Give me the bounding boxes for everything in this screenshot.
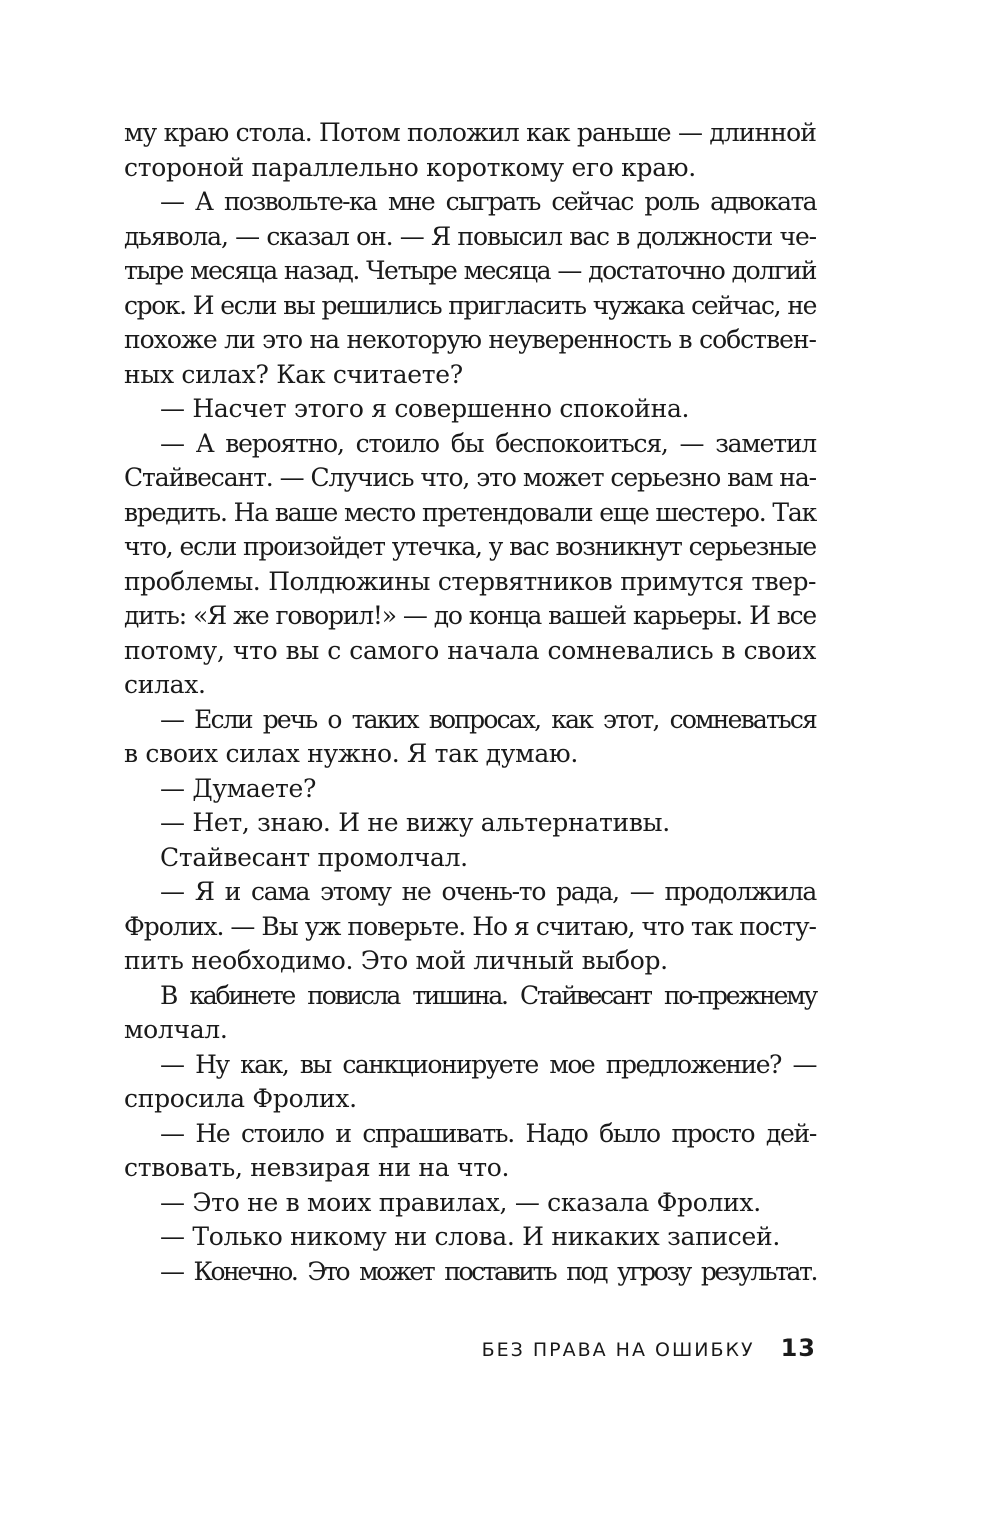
- running-title: БЕЗ ПРАВА НА ОШИБКУ: [481, 1339, 755, 1361]
- text-line: пить необходимо. Это мой личный выбор.: [124, 946, 668, 975]
- text-line: ствовать, невзирая ни на что.: [124, 1153, 510, 1182]
- text-line: что, если произойдет утечка, у вас возникнут серьезные: [124, 532, 816, 561]
- page-footer: [482, 1334, 816, 1364]
- text-line: — Нет, знаю. И не вижу альтернативы.: [160, 808, 670, 837]
- text-line: — Думаете?: [160, 773, 317, 803]
- text-line: — А вероятно, стоило бы беспокоиться, — заметил: [160, 428, 816, 458]
- text-line: проблемы. Полдюжины стервятников примутся твер-: [124, 566, 816, 596]
- text-line: — Ну как, вы санкционируете мое предложение? —: [160, 1049, 816, 1079]
- text-line: срок. И если вы решились пригласить чужака сейчас, не: [124, 290, 816, 320]
- text-line: — Я и сама этому не очень-то рада, — продолжила: [160, 877, 816, 906]
- text-line: спросила Фролих.: [124, 1084, 357, 1113]
- text-line: — Не стоило и спрашивать. Надо было просто дей-: [160, 1118, 816, 1148]
- text-line: — Это не в моих правилах, — сказала Фролих.: [160, 1187, 761, 1217]
- text-line: Стайвесант промолчал.: [160, 842, 468, 872]
- text-line: тыре месяца назад. Четыре месяца — достаточно долгий: [124, 256, 816, 285]
- body-text: [124, 116, 816, 1289]
- text-line: похоже ли это на некоторую неуверенность в собствен-: [124, 325, 816, 354]
- text-line: ных силах? Как считаете?: [124, 359, 463, 389]
- text-line: в своих силах нужно. Я так думаю.: [124, 739, 579, 768]
- text-line: му краю стола. Потом положил как раньше — длинной: [124, 118, 816, 147]
- text-line: — Только никому ни слова. И никаких записей.: [160, 1222, 780, 1251]
- text-line: Фролих. — Вы уж поверьте. Но я считаю, что так посту-: [124, 911, 816, 941]
- text-line: молчал.: [124, 1015, 228, 1044]
- text-line: — Конечно. Это может поставить под угрозу результат.: [160, 1256, 816, 1286]
- text-line: Стайвесант. — Случись что, это может серьезно вам на-: [124, 463, 816, 492]
- text-line: стороной параллельно короткому его краю.: [124, 152, 696, 182]
- text-line: потому, что вы с самого начала сомневались в своих: [124, 635, 816, 665]
- text-line: — Насчет этого я совершенно спокойна.: [160, 394, 690, 423]
- text-line: — Если речь о таких вопросах, как этот, сомневаться: [160, 704, 816, 734]
- page-number: 13: [780, 1334, 816, 1362]
- text-line: силах.: [124, 670, 206, 699]
- text-line: — А позвольте-ка мне сыграть сейчас роль адвоката: [160, 187, 816, 216]
- text-line: вредить. На ваше место претендовали еще шестеро. Так: [124, 497, 816, 527]
- text-line: дьявола, — сказал он. — Я повысил вас в должности че-: [124, 221, 816, 251]
- text-line: В кабинете повисла тишина. Стайвесант по-прежнему: [160, 980, 816, 1010]
- text-line: дить: «Я же говорил!» — до конца вашей карьеры. И все: [124, 601, 816, 630]
